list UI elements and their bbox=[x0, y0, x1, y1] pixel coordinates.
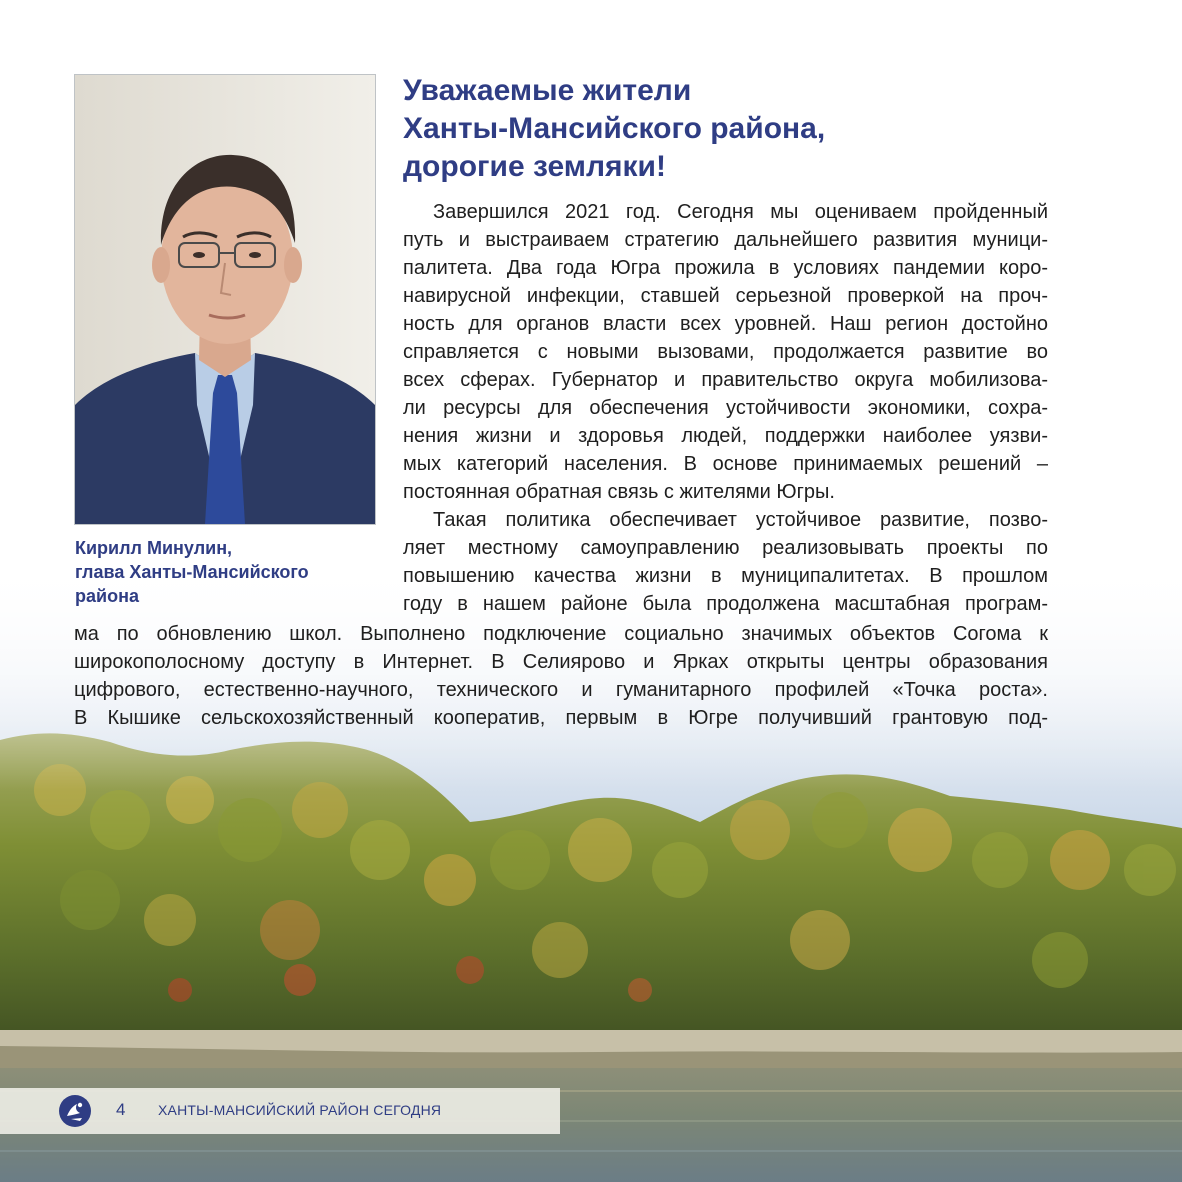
body-line: цифрового, естественно-научного, технического и гуманитарного профилей «Точка роста». bbox=[74, 679, 1048, 701]
body-line: Такая политика обеспечивает устойчивое развитие, позво- bbox=[433, 509, 1048, 531]
greeting-heading bbox=[403, 72, 1103, 186]
body-line: ма по обновлению школ. Выполнено подключение социально значимых объектов Согома к bbox=[74, 623, 1048, 645]
district-emblem-icon bbox=[58, 1094, 92, 1128]
body-line: В Кышике сельскохозяйственный кооператив, первым в Югре получивший грантовую под- bbox=[74, 707, 1048, 729]
body-line: палитета. Два года Югра прожила в условиях пандемии коро- bbox=[403, 257, 1048, 279]
body-line: ность для органов власти всех уровней. Наш регион достойно bbox=[403, 313, 1048, 335]
portrait-photo bbox=[74, 74, 376, 525]
body-line: году в нашем районе была продолжена масштабная програм- bbox=[403, 593, 1048, 615]
body-line: мых категорий населения. В основе принимаемых решений – bbox=[403, 453, 1048, 475]
publication-title: ХАНТЫ-МАНСИЙСКИЙ РАЙОН СЕГОДНЯ bbox=[158, 1102, 442, 1118]
heading-line: Уважаемые жители bbox=[403, 74, 692, 107]
caption-position-continued: района bbox=[75, 586, 139, 606]
body-line: широкополосному доступу в Интернет. В Селиярово и Ярках открыты центры образования bbox=[74, 651, 1048, 673]
body-line: путь и выстраиваем стратегию дальнейшего развития муници- bbox=[403, 229, 1048, 251]
page-number: 4 bbox=[116, 1100, 126, 1119]
body-line: ли ресурсы для обеспечения устойчивости экономики, сохра- bbox=[403, 397, 1048, 419]
body-line: навирусной инфекции, ставшей серьезной проверкой на проч- bbox=[403, 285, 1048, 307]
body-line: справляется с новыми вызовами, продолжается развитие во bbox=[403, 341, 1048, 363]
body-line: ляет местному самоуправлению реализовывать проекты по bbox=[403, 537, 1048, 559]
heading-line: Ханты-Мансийского района, bbox=[403, 112, 826, 145]
body-line: постоянная обратная связь с жителями Югры. bbox=[403, 481, 835, 503]
portrait-caption bbox=[75, 536, 375, 608]
body-line: всех сферах. Губернатор и правительство округа мобилизова- bbox=[403, 369, 1048, 391]
caption-name: Кирилл Минулин, bbox=[75, 538, 233, 558]
body-line: нения жизни и здоровья людей, поддержки наиболее уязви- bbox=[403, 425, 1048, 447]
body-text-wide bbox=[74, 620, 1048, 732]
caption-position: глава Ханты-Мансийского bbox=[75, 562, 309, 582]
body-line: повышению качества жизни в муниципалитетах. В прошлом bbox=[403, 565, 1048, 587]
body-line: Завершился 2021 год. Сегодня мы оцениваем пройденный bbox=[433, 201, 1048, 223]
body-text-column bbox=[403, 198, 1048, 618]
heading-line: дорогие земляки! bbox=[403, 150, 666, 183]
